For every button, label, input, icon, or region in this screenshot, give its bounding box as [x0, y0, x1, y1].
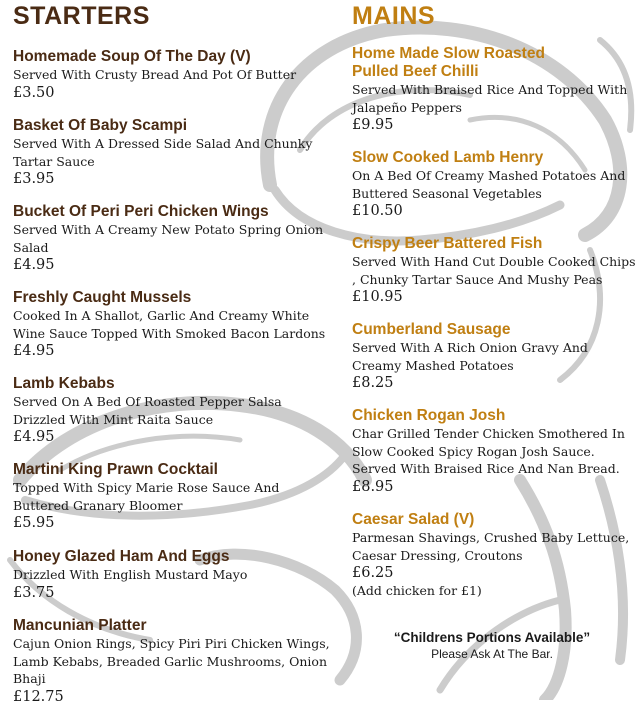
item-price: £9.95: [352, 117, 394, 133]
item-price: £6.25: [352, 565, 394, 581]
item-description: Served With A Rich Onion Gravy And Creamy Mashed Potatoes: [352, 340, 588, 373]
starters-heading: STARTERS: [13, 2, 150, 30]
item-description: Char Grilled Tender Chicken Smothered In Slow Cooked Spicy Rogan Josh Sauce. Served With Braised Rice And Nan Bread.: [352, 426, 625, 476]
menu-item: [13, 461, 338, 532]
item-name: Homemade Soup Of The Day (V): [13, 48, 251, 65]
item-description: Topped With Spicy Marie Rose Sauce And Buttered Granary Bloomer: [13, 480, 280, 513]
item-name: Crispy Beer Battered Fish: [352, 235, 543, 252]
item-description: Parmesan Shavings, Crushed Baby Lettuce, Caesar Dressing, Croutons: [352, 530, 630, 563]
menu-item: [13, 48, 296, 102]
menu-item: [352, 235, 637, 306]
item-price: £3.95: [13, 171, 55, 187]
item-description: Served With A Dressed Side Salad And Chunky Tartar Sauce: [13, 136, 313, 169]
item-price: £8.95: [352, 478, 394, 495]
item-price: £12.75: [13, 688, 64, 705]
item-description: On A Bed Of Creamy Mashed Potatoes And Buttered Seasonal Vegetables: [352, 168, 626, 201]
menu-item: [13, 203, 338, 274]
menu-item: [13, 548, 247, 602]
mains-heading: MAINS: [352, 2, 436, 30]
menu-item: [13, 617, 338, 706]
menu-item: [352, 407, 637, 496]
item-name: Slow Cooked Lamb Henry: [352, 149, 544, 166]
item-description: Cajun Onion Rings, Spicy Piri Piri Chicken Wings, Lamb Kebabs, Breaded Garlic Mushrooms, Onion Bhaji: [13, 636, 330, 686]
item-name: Lamb Kebabs: [13, 375, 115, 392]
item-description: Drizzled With English Mustard Mayo: [13, 567, 248, 582]
childrens-portions-notice: [352, 629, 632, 662]
item-price: £3.75: [13, 584, 55, 601]
item-price: £4.95: [13, 257, 55, 273]
item-name: Freshly Caught Mussels: [13, 289, 192, 306]
item-price: £8.25: [352, 375, 394, 391]
item-name: Chicken Rogan Josh: [352, 407, 506, 424]
item-price: £10.50: [352, 203, 403, 219]
item-price: £4.95: [13, 429, 55, 445]
item-price: £4.95: [13, 343, 55, 359]
menu-item: [13, 289, 338, 360]
item-description: Served On A Bed Of Roasted Pepper Salsa Drizzled With Mint Raita Sauce: [13, 394, 282, 427]
item-name: Mancunian Platter: [13, 617, 147, 634]
item-price: £10.95: [352, 289, 403, 305]
item-name: Cumberland Sausage: [352, 321, 511, 338]
notice-title: “Childrens Portions Available”: [393, 630, 591, 645]
menu-item: [352, 45, 637, 134]
item-price: £5.95: [13, 515, 55, 531]
menu-item: [352, 321, 637, 392]
item-description: Cooked In A Shallot, Garlic And Creamy White Wine Sauce Topped With Smoked Bacon Lardons: [13, 308, 326, 341]
item-name: Martini King Prawn Cocktail: [13, 461, 218, 478]
item-description: Served With A Creamy New Potato Spring Onion Salad: [13, 222, 324, 255]
item-name: Basket Of Baby Scampi: [13, 117, 188, 134]
item-note: (Add chicken for £1): [352, 583, 482, 598]
item-name: Honey Glazed Ham And Eggs: [13, 548, 230, 565]
notice-subtitle: Please Ask At The Bar.: [431, 647, 553, 661]
menu-item: [352, 149, 637, 220]
menu-item: [13, 117, 338, 188]
menu-item: [352, 511, 637, 599]
item-price: £3.50: [13, 84, 55, 101]
menu-item: [13, 375, 338, 446]
item-name: Bucket Of Peri Peri Chicken Wings: [13, 203, 269, 220]
item-name: Caesar Salad (V): [352, 511, 475, 528]
item-description: Served With Braised Rice And Topped With Jalapeño Peppers: [352, 82, 628, 115]
item-name: Home Made Slow Roasted Pulled Beef Chilli: [352, 45, 545, 80]
item-description: Served With Crusty Bread And Pot Of Butter: [13, 67, 297, 82]
item-description: Served With Hand Cut Double Cooked Chips , Chunky Tartar Sauce And Mushy Peas: [352, 254, 636, 287]
